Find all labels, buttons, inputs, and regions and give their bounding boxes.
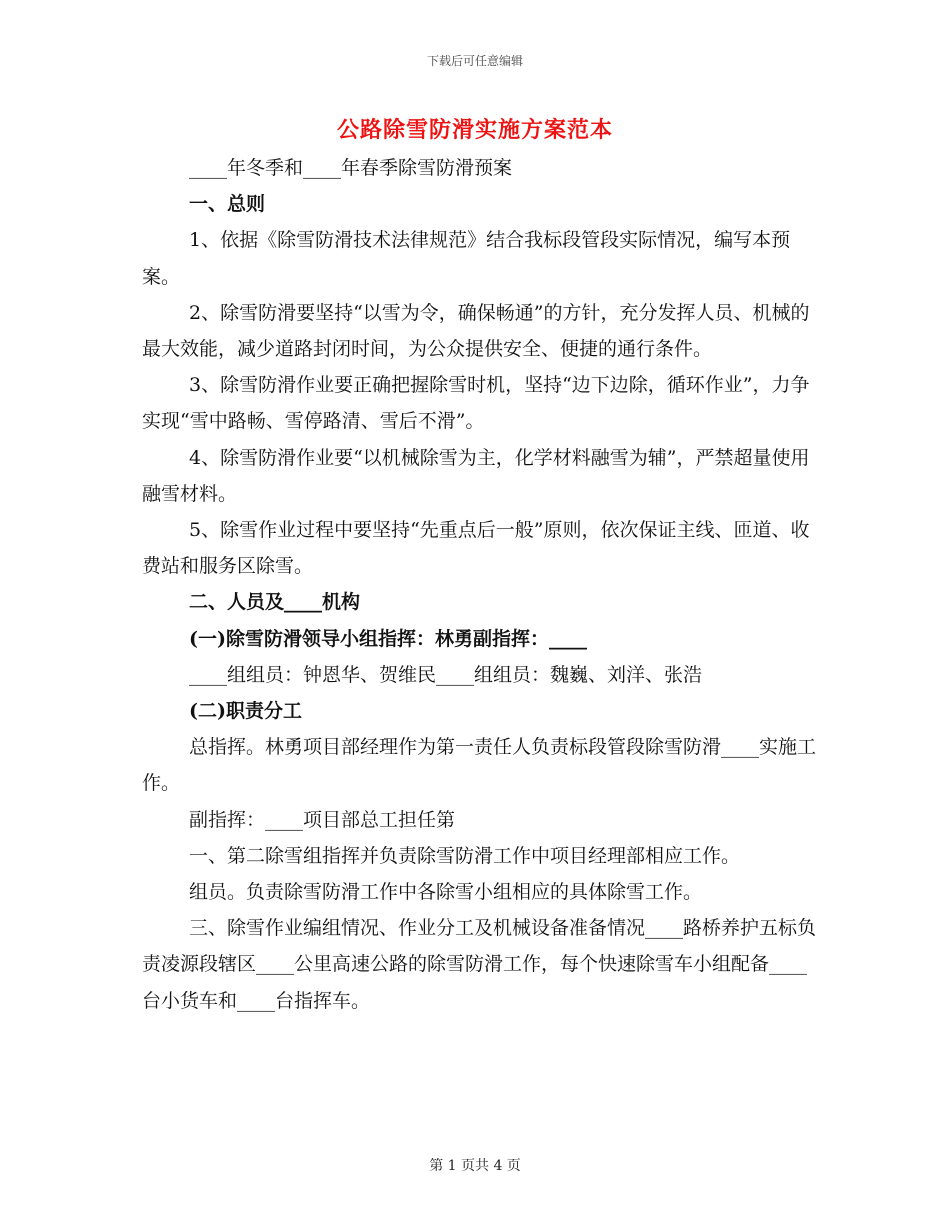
paragraph-chief-commander: 总指挥。林勇项目部经理作为第一责任人负责标段管段除雪防滑____实施工作。 [142, 736, 817, 795]
paragraph-item-5: 5、除雪作业过程中要坚持“先重点后一般”原则，依次保证主线、匝道、收费站和服务区除雪。 [142, 519, 810, 578]
document-body [142, 150, 822, 1019]
subsection-heading-duties: (二)职责分工 [189, 700, 302, 723]
paragraph-section-three: 三、除雪作业编组情况、作业分工及机械设备准备情况____路桥养护五标负责凌源段辖区____公里高速公路的除雪防滑工作，每个快速除雪车小组配备____台小货车和____台指挥车。 [142, 917, 817, 1012]
paragraph-deputy-commander: 副指挥：____项目部总工担任第 [189, 808, 456, 831]
header-note: 下载后可任意编辑 [426, 54, 523, 68]
paragraph-members-duty: 组员。负责除雪防滑工作中各除雪小组相应的具体除雪工作。 [189, 881, 703, 904]
paragraph-item-4: 4、除雪防滑作业要“以机械除雪为主，化学材料融雪为辅”，严禁超量使用融雪材料。 [142, 446, 810, 505]
subsection-heading-leadership: (一)除雪防滑领导小组指挥：林勇副指挥：____ [189, 627, 587, 650]
document-title: 公路除雪防滑实施方案范本 [336, 117, 613, 143]
section-heading-general: 一、总则 [189, 193, 266, 216]
section-heading-personnel: 二、人员及____机构 [189, 591, 361, 614]
page-footer: 第 1 页共 4 页 [429, 1158, 521, 1174]
paragraph-item-2: 2、除雪防滑要坚持“以雪为令，确保畅通”的方针，充分发挥人员、机械的最大效能，减少道路封闭时间，为公众提供安全、便捷的通行条件。 [142, 301, 810, 361]
paragraph-second-group: 一、第二除雪组指挥并负责除雪防滑工作中项目经理部相应工作。 [189, 844, 741, 867]
paragraph-item-1: 1、依据《除雪防滑技术法律规范》结合我标段管段实际情况，编写本预案。 [142, 229, 791, 288]
paragraph-group-members: ____组组员：钟恩华、贺维民____组组员：魏巍、刘洋、张浩 [189, 663, 703, 686]
paragraph-item-3: 3、除雪防滑作业要正确把握除雪时机，坚持“边下边除，循环作业”，力争实现“雪中路畅、雪停路清、雪后不滑”。 [142, 374, 810, 433]
paragraph-subtitle: ____年冬季和____年春季除雪防滑预案 [189, 157, 513, 179]
